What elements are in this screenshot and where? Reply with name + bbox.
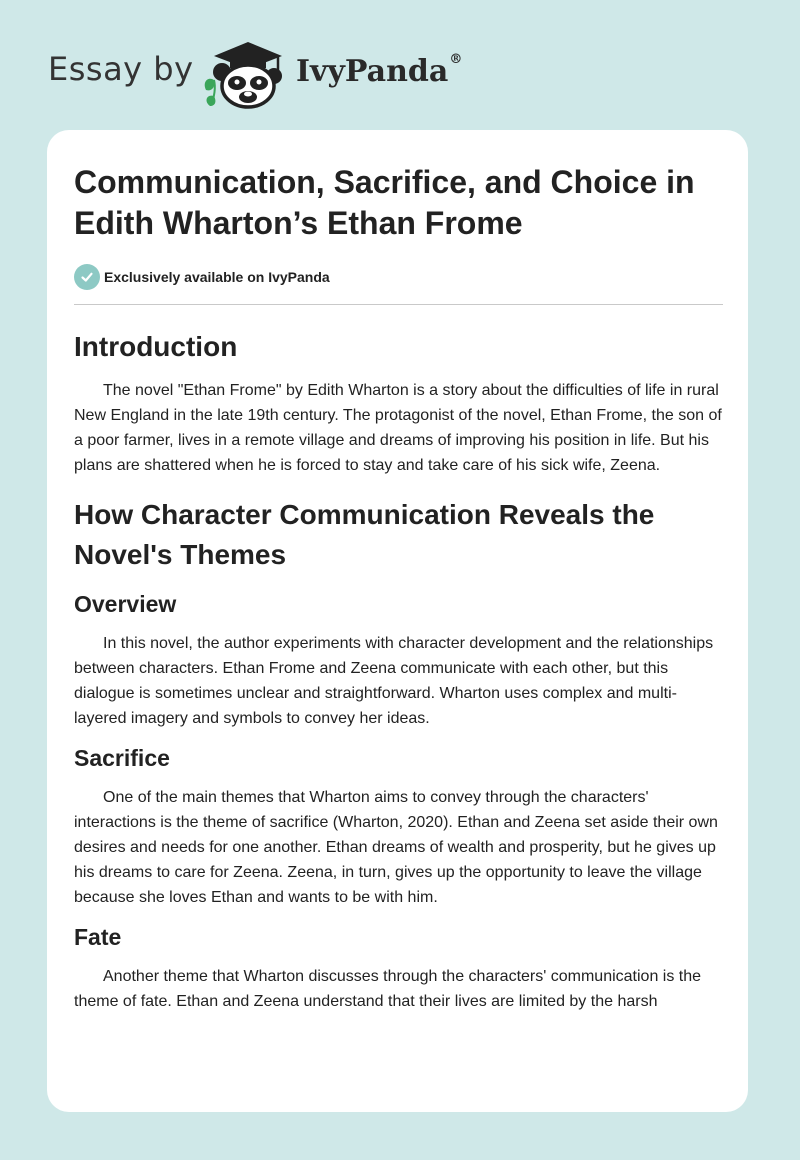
paragraph-overview: In this novel, the author experiments with character development and the relationships between characters. Ethan Frome and Zeena communicate with each other, but this dialogue is sometimes unclear and straightforward. Wharton uses complex and multi-layered imagery and symbols to convey her ideas. bbox=[74, 635, 714, 727]
site-header bbox=[48, 36, 748, 110]
heading-introduction: Introduction bbox=[74, 331, 238, 362]
exclusive-badge bbox=[74, 264, 723, 290]
brand-name[interactable] bbox=[296, 54, 462, 89]
ivypanda-logo-icon[interactable] bbox=[200, 36, 296, 110]
heading-fate: Fate bbox=[74, 924, 122, 950]
paragraph-introduction: The novel "Ethan Frome" by Edith Wharton is a story about the difficulties of life in rural New England in the late 19th century. The protagonist of the novel, Ethan Frome, the son of a poor farmer, lives in a remote village and dreams of improving his position in life. But his plans are shattered when he is forced to stay and take care of his sick wife, Zeena. bbox=[74, 382, 722, 474]
essay-card bbox=[47, 130, 748, 1112]
heading-overview: Overview bbox=[74, 591, 177, 617]
heading-themes: How Character Communication Reveals the Novel's Themes bbox=[74, 499, 655, 570]
paragraph-sacrifice: One of the main themes that Wharton aims to convey through the characters' interactions is the theme of sacrifice (Wharton, 2020). Ethan and Zeena set aside their own desires and needs for one another. Ethan dreams of wealth and prosperity, but he gives up his dreams to care for Zeena. Zeena, in turn, gives up the opportunity to leave the village because she loves Ethan and wants to be with him. bbox=[74, 789, 718, 906]
essay-content bbox=[74, 162, 723, 1014]
exclusive-badge-text: Exclusively available on IvyPanda bbox=[104, 269, 330, 285]
registered-mark: ® bbox=[449, 52, 463, 67]
check-circle-icon bbox=[74, 264, 100, 290]
heading-sacrifice: Sacrifice bbox=[74, 745, 170, 771]
essay-title: Communication, Sacrifice, and Choice in Edith Wharton’s Ethan Frome bbox=[74, 164, 695, 241]
essay-by-label: Essay by bbox=[48, 50, 194, 88]
paragraph-fate: Another theme that Wharton discusses through the characters' communication is the theme of fate. Ethan and Zeena understand that their lives are limited by the harsh bbox=[74, 968, 702, 1010]
title-divider bbox=[74, 304, 723, 305]
brand-name-text: IvyPanda bbox=[296, 54, 449, 89]
